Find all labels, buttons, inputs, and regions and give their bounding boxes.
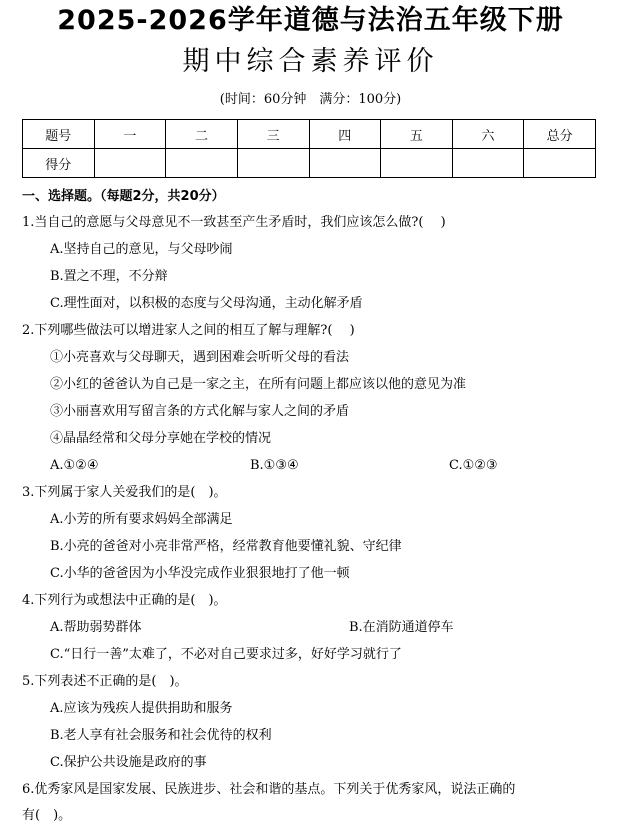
header-cell: 四 <box>309 120 381 149</box>
question-3-stem: 3.下列属于家人关爱我们的是( )。 <box>22 485 227 500</box>
header-cell: 总分 <box>524 120 596 149</box>
score-cell[interactable] <box>309 149 381 178</box>
question-6-stem-line1: 6.优秀家风是国家发展、民族进步、社会和谐的基点。下列关于优秀家风，说法正确的 <box>22 782 516 797</box>
score-cell[interactable] <box>381 149 453 178</box>
header-cell: 六 <box>452 120 524 149</box>
header-cell: 题号 <box>23 120 95 149</box>
question-2-item-3: ③小丽喜欢用写留言条的方式化解与家人之间的矛盾 <box>50 404 350 419</box>
header-cell: 三 <box>237 120 309 149</box>
score-table-score-row <box>23 149 596 178</box>
question-5-option-b: B.老人享有社会服务和社会优待的权利 <box>50 728 272 743</box>
question-4-option-c: C.“日行一善”太难了，不必对自己要求过多，好好学习就行了 <box>50 647 402 662</box>
question-5-option-a: A.应该为残疾人提供捐助和服务 <box>50 701 233 716</box>
question-2-item-4: ④晶晶经常和父母分享她在学校的情况 <box>50 431 272 446</box>
score-cell[interactable] <box>237 149 309 178</box>
score-row-label: 得分 <box>23 149 95 178</box>
score-cell[interactable] <box>166 149 238 178</box>
question-1-option-c: C.理性面对，以积极的态度与父母沟通，主动化解矛盾 <box>50 296 363 311</box>
section-heading: 一、选择题。（每题2分，共20分） <box>22 189 225 204</box>
question-6-stem-line2: 有( )。 <box>22 808 72 823</box>
title-line2: 期中综合素养评价 <box>182 46 439 77</box>
question-2-stem: 2.下列哪些做法可以增进家人之间的相互了解与理解?( ) <box>22 323 355 338</box>
question-3-option-b: B.小亮的爸爸对小亮非常严格，经常教育他要懂礼貌、守纪律 <box>50 539 402 554</box>
title-line1: 2025-2026学年道德与法治五年级下册 <box>57 5 564 36</box>
question-5-stem: 5.下列表述不正确的是( )。 <box>22 674 188 689</box>
exam-info: (时间：60分钟 满分：100分) <box>219 92 402 107</box>
question-4-option-b: B.在消防通道停车 <box>349 620 454 635</box>
score-table <box>22 119 596 178</box>
question-2-item-1: ①小亮喜欢与父母聊天，遇到困难会听听父母的看法 <box>50 350 350 365</box>
question-2-option-b: B.①③④ <box>250 458 299 473</box>
question-2-item-2: ②小红的爸爸认为自己是一家之主，在所有问题上都应该以他的意见为准 <box>50 377 467 392</box>
header-cell: 五 <box>381 120 453 149</box>
question-1-option-b: B.置之不理，不分辩 <box>50 269 168 284</box>
question-3-option-c: C.小华的爸爸因为小华没完成作业狠狠地打了他一顿 <box>50 566 350 581</box>
score-table-header-row <box>23 120 596 149</box>
question-4-option-a: A.帮助弱势群体 <box>50 620 142 635</box>
header-cell: 一 <box>94 120 166 149</box>
score-cell[interactable] <box>94 149 166 178</box>
question-5-option-c: C.保护公共设施是政府的事 <box>50 755 207 770</box>
question-2-option-c: C.①②③ <box>449 458 498 473</box>
score-cell[interactable] <box>524 149 596 178</box>
question-1-option-a: A.坚持自己的意见，与父母吵闹 <box>50 242 233 257</box>
header-cell: 二 <box>166 120 238 149</box>
question-1-stem: 1.当自己的意愿与父母意见不一致甚至产生矛盾时，我们应该怎么做?( ) <box>22 215 446 230</box>
question-4-stem: 4.下列行为或想法中正确的是( )。 <box>22 593 227 608</box>
score-cell[interactable] <box>452 149 524 178</box>
question-2-option-a: A.①②④ <box>50 458 99 473</box>
question-3-option-a: A.小芳的所有要求妈妈全部满足 <box>50 512 233 527</box>
